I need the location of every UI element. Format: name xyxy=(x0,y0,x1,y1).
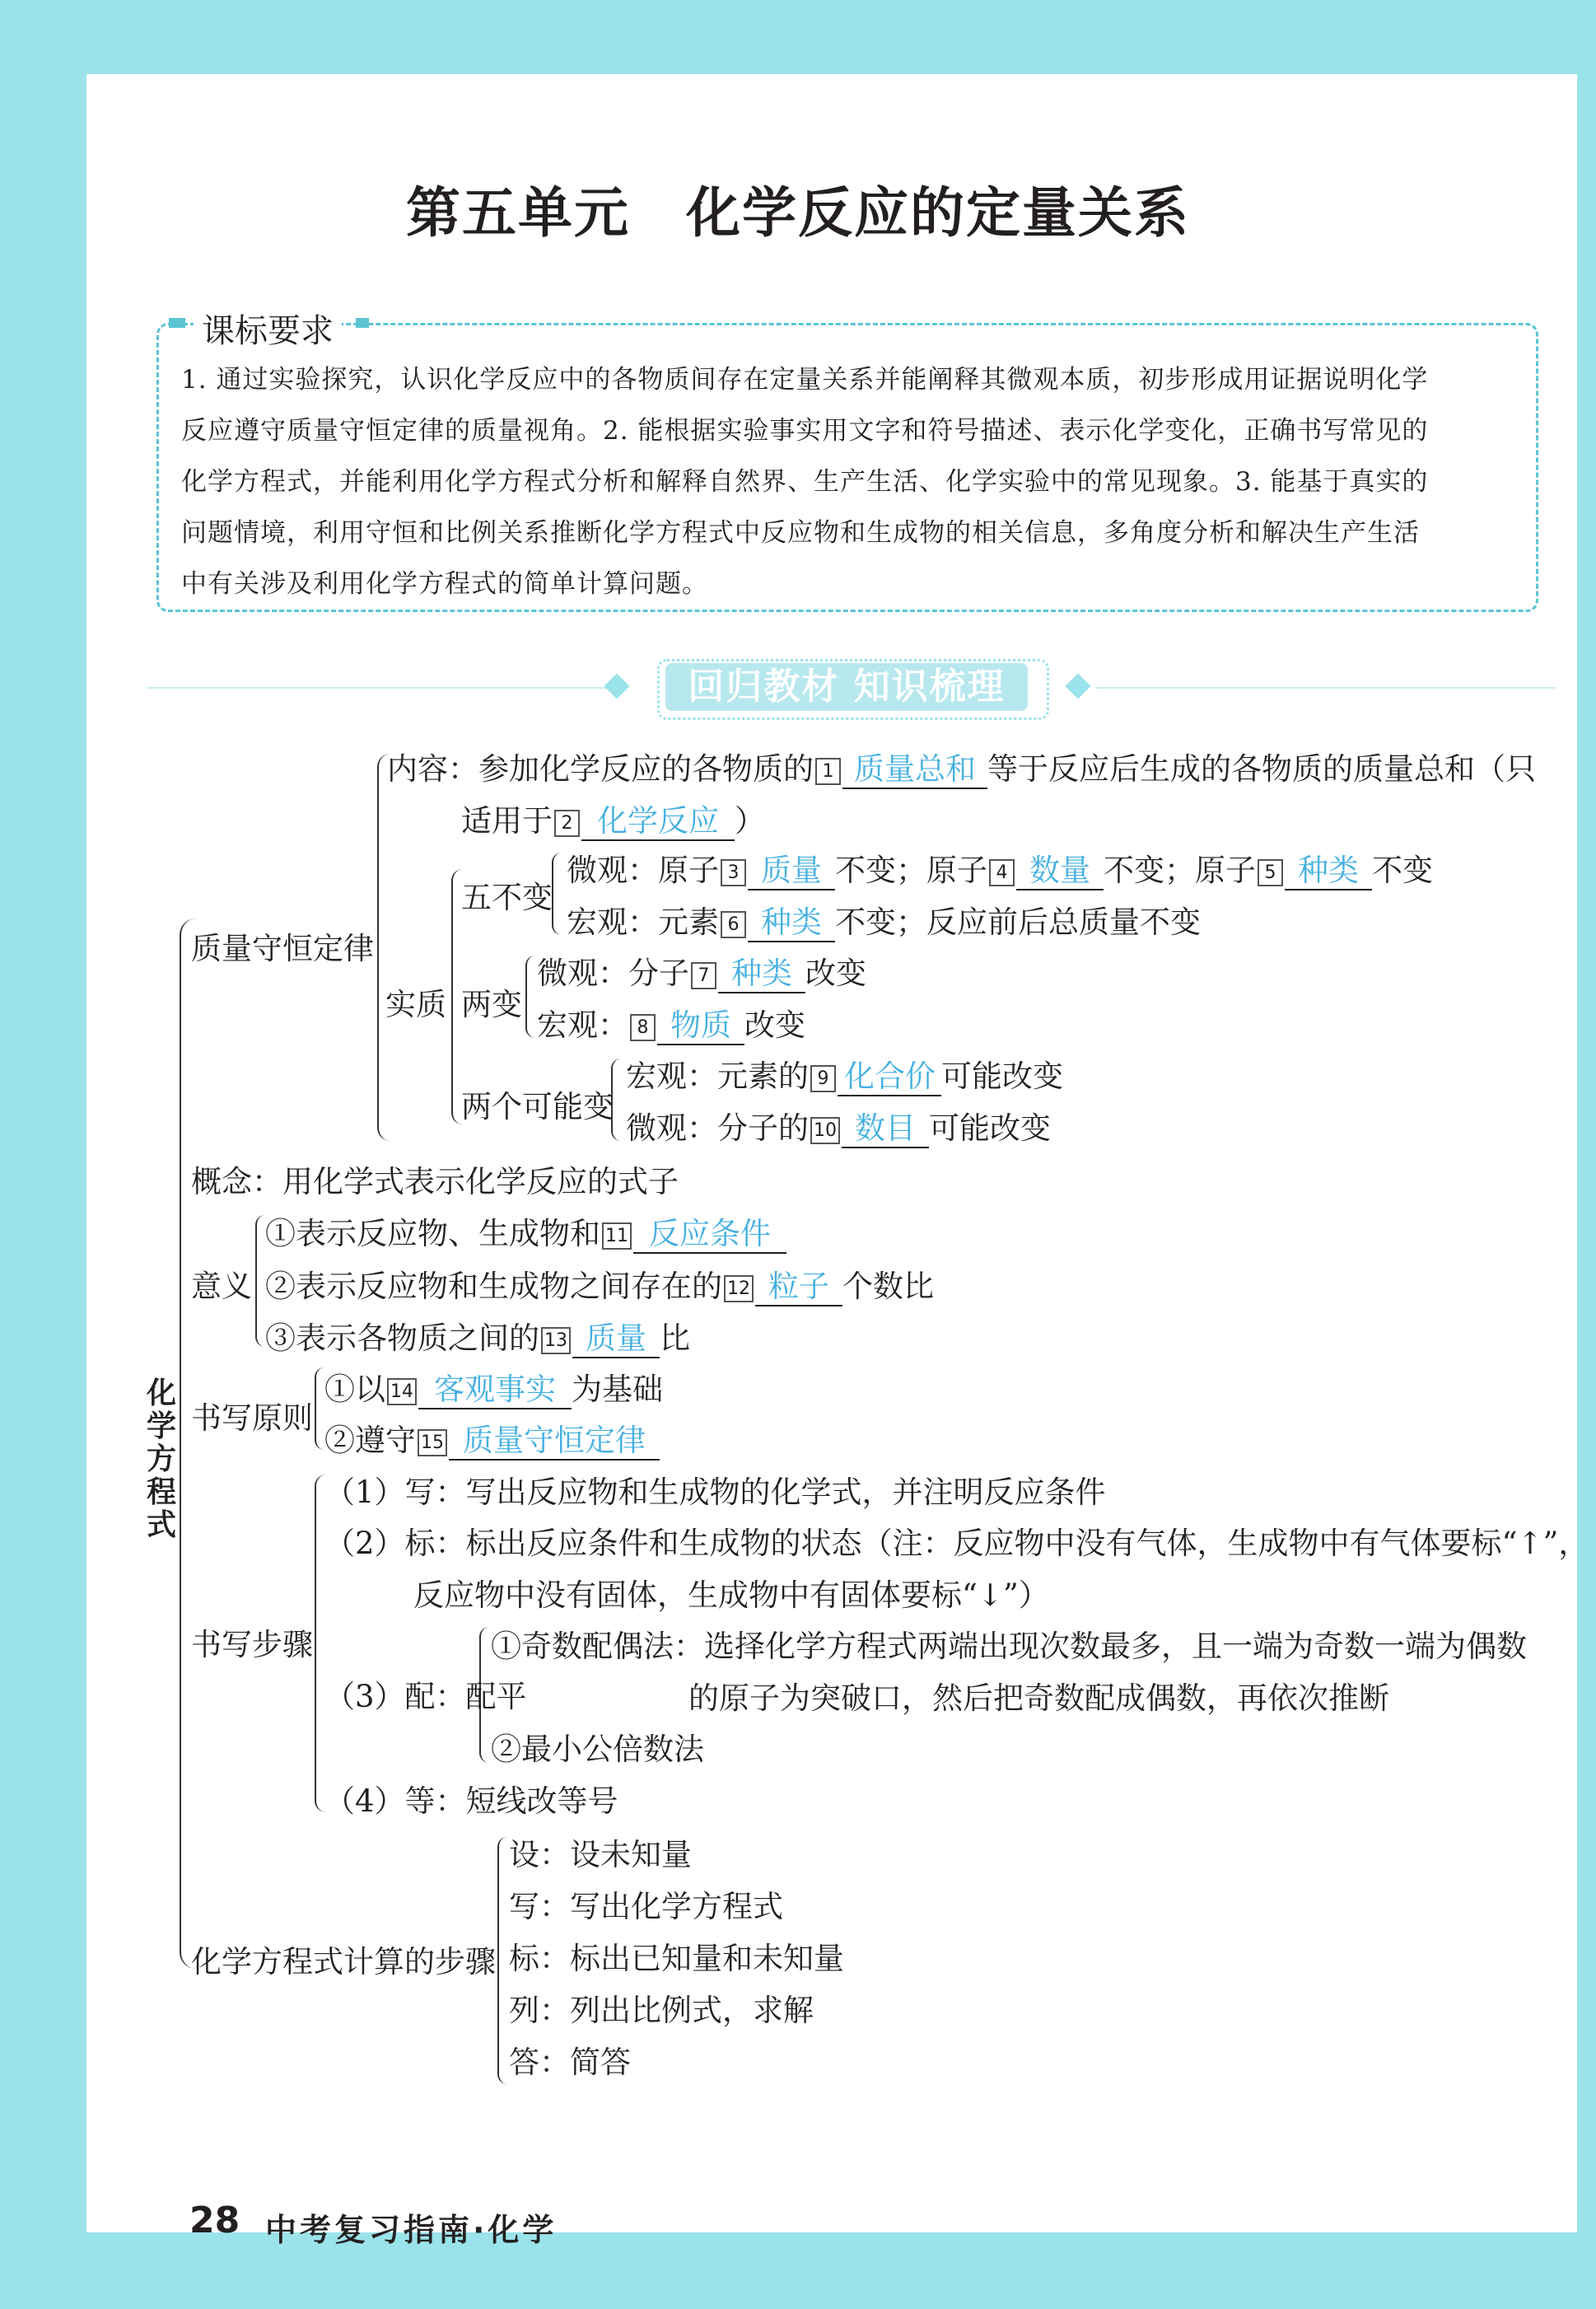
requirements-line: 1. 通过实验探究，认识化学反应中的各物质间存在定量关系并能阐释其微观本质，初步形成用证据说明化学 xyxy=(181,365,1429,395)
step-item: （4）等：短线改等号 xyxy=(324,1783,618,1819)
answer-blank: 种类 xyxy=(1285,853,1372,890)
blank-number: 14 xyxy=(387,1378,417,1405)
maybe-micro-row: 微观：分子的 10 数目 可能改变 xyxy=(626,1110,1051,1148)
concept-text: 概念：用化学式表示化学反应的式子 xyxy=(191,1164,679,1199)
section-banner: 回归教材 知识梳理 xyxy=(665,663,1028,711)
step-item: （3）配：配平 xyxy=(324,1679,527,1714)
meaning-item: ①表示反应物、生成物和 11 反应条件 xyxy=(265,1216,786,1254)
meaning-brace xyxy=(255,1215,265,1347)
blank-number: 9 xyxy=(810,1065,836,1092)
mass-law-label: 质量守恒定律 xyxy=(191,931,374,966)
step-item: （1）写：写出反应物和生成物的化学式，并注明反应条件 xyxy=(324,1475,1106,1510)
blank-number: 5 xyxy=(1258,859,1283,886)
requirements-line: 反应遵守质量守恒定律的质量视角。2. 能根据实验事实用文字和符号描述、表示化学变化，正确书写常见的 xyxy=(181,416,1429,446)
meaning-label: 意义 xyxy=(191,1269,252,1304)
requirements-heading: 课标要求 xyxy=(194,305,342,352)
answer-blank: 种类 xyxy=(718,956,805,993)
five-macro-row: 宏观：元素 6 种类 不变；反应前后总质量不变 xyxy=(567,904,1201,942)
balance-item: ②最小公倍数法 xyxy=(491,1732,704,1767)
answer-blank: 数目 xyxy=(842,1110,929,1148)
answer-blank: 种类 xyxy=(748,904,835,942)
five-micro-row: 微观：原子 3 质量 不变；原子 4 数量 不变；原子 5 种类 不变 xyxy=(567,853,1433,890)
maybe-changed-label: 两个可能变 xyxy=(461,1089,614,1124)
book-title: 中考复习指南·化学 xyxy=(265,2212,558,2248)
mass-law-content-cont: 适用于 2 化学反应 ） xyxy=(461,803,765,841)
blank-number: 8 xyxy=(630,1014,656,1041)
page-number: 28 xyxy=(189,2199,240,2241)
answer-blank: 客观事实 xyxy=(418,1372,572,1409)
main-brace xyxy=(180,918,196,1969)
calc-item: 列：列出比例式，求解 xyxy=(509,1993,814,2028)
five-brace xyxy=(552,853,562,935)
page-title: 第五单元 化学反应的定量关系 xyxy=(406,180,1190,245)
principle-item: ①以 14 客观事实 为基础 xyxy=(324,1372,663,1409)
step-item: 反应物中没有固体，生成物中有固体要标“↓”） xyxy=(413,1578,1049,1613)
two-micro-row: 微观：分子 7 种类 改变 xyxy=(537,956,866,993)
principle-item: ②遵守 15 质量守恒定律 xyxy=(324,1423,660,1461)
blank-number: 4 xyxy=(989,859,1015,886)
blank-number: 15 xyxy=(418,1429,447,1456)
maybe-macro-row: 宏观：元素的 9 化合价 可能改变 xyxy=(626,1059,1063,1096)
blank-number: 1 xyxy=(815,758,841,785)
answer-blank: 物质 xyxy=(657,1007,744,1045)
calc-brace xyxy=(497,1837,507,2084)
mass-law-content: 内容：参加化学反应的各物质的 1 质量总和 等于反应后生成的各物质的质量总和（只 xyxy=(387,751,1536,789)
answer-blank: 粒子 xyxy=(755,1269,842,1306)
calc-item: 标：标出已知量和未知量 xyxy=(509,1941,844,1976)
two-macro-row: 宏观： 8 物质 改变 xyxy=(537,1007,805,1045)
blank-number: 11 xyxy=(602,1222,632,1250)
requirements-text xyxy=(181,354,1507,610)
banner-line-right xyxy=(1095,687,1556,689)
side-label: 化学方程式 xyxy=(146,1377,176,1542)
requirements-line: 中有关涉及利用化学方程式的简单计算问题。 xyxy=(181,569,708,599)
answer-blank: 质量 xyxy=(748,853,835,890)
blank-number: 6 xyxy=(721,911,746,938)
answer-blank: 质量守恒定律 xyxy=(449,1423,660,1461)
meaning-item: ③表示各物质之间的 13 质量 比 xyxy=(265,1320,690,1358)
banner-line-left xyxy=(147,687,608,689)
requirements-line: 化学方程式，并能利用化学方程式分析和解释自然界、生产生活、化学实验中的常见现象。3. 能基于真实的 xyxy=(181,467,1429,497)
steps-label: 书写步骤 xyxy=(191,1627,313,1662)
requirements-marker-icon xyxy=(356,318,369,328)
answer-blank: 化学反应 xyxy=(581,803,735,841)
blank-number: 3 xyxy=(721,859,746,886)
meaning-item: ②表示反应物和生成物之间存在的 12 粒子 个数比 xyxy=(265,1269,934,1306)
requirements-line: 问题情境，利用守恒和比例关系推断化学方程式中反应物和生成物的相关信息，多角度分析和解决生产生活 xyxy=(181,518,1420,548)
calc-item: 写：写出化学方程式 xyxy=(509,1889,783,1924)
blank-number: 2 xyxy=(554,810,580,837)
answer-blank: 反应条件 xyxy=(633,1216,786,1254)
two-changed-label: 两变 xyxy=(461,987,522,1022)
essence-label: 实质 xyxy=(385,987,446,1022)
answer-blank: 质量总和 xyxy=(842,751,987,789)
principle-brace xyxy=(315,1367,324,1450)
blank-number: 10 xyxy=(810,1117,840,1144)
blank-number: 7 xyxy=(691,962,716,989)
two-brace xyxy=(525,956,535,1038)
balance-item: ①奇数配偶法：选择化学方程式两端出现次数最多，且一端为奇数一端为偶数 xyxy=(491,1629,1527,1664)
balance-item: 的原子为突破口，然后把奇数配成偶数，再依次推断 xyxy=(688,1680,1389,1716)
blank-number: 13 xyxy=(541,1327,571,1354)
calc-label: 化学方程式计算的步骤 xyxy=(191,1944,496,1979)
answer-blank: 数量 xyxy=(1016,853,1104,890)
answer-blank: 质量 xyxy=(572,1320,660,1358)
calc-item: 答：简答 xyxy=(509,2045,631,2080)
step-item: （2）标：标出反应条件和生成物的状态（注：反应物中没有气体，生成物中有气体要标“↑”， xyxy=(324,1526,1589,1561)
mass-law-brace xyxy=(377,754,390,1141)
five-unchanged-label: 五不变 xyxy=(461,880,553,915)
blank-number: 12 xyxy=(724,1275,754,1302)
principle-label: 书写原则 xyxy=(191,1400,313,1436)
calc-item: 设：设未知量 xyxy=(509,1837,692,1872)
requirements-marker-icon xyxy=(169,318,185,328)
answer-blank: 化合价 xyxy=(838,1059,941,1096)
